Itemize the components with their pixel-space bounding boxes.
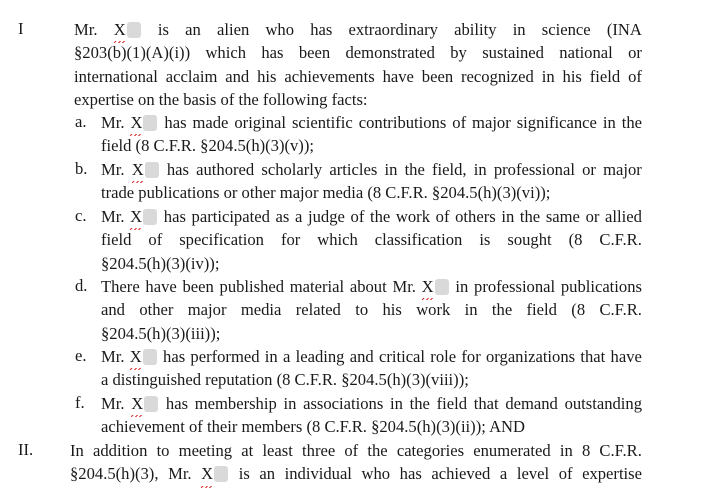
word: related	[295, 300, 341, 320]
word: been	[421, 66, 454, 86]
word: performed	[190, 347, 260, 366]
word: demonstrated	[345, 43, 435, 63]
word: leading	[295, 347, 345, 366]
word: in	[541, 66, 555, 86]
redacted-name: X	[130, 205, 158, 228]
word: is	[479, 230, 491, 250]
word: critical	[378, 347, 426, 366]
word: has	[261, 43, 284, 63]
word: There	[101, 277, 140, 296]
word: or	[582, 160, 596, 179]
text-line	[101, 228, 642, 251]
text-line	[70, 439, 642, 462]
word: a	[499, 464, 508, 484]
redacted-name: X	[201, 462, 229, 485]
word: in	[384, 160, 398, 179]
word: of	[435, 207, 450, 226]
word: the	[369, 207, 391, 226]
word: made	[192, 113, 229, 132]
word: organizations	[486, 347, 576, 366]
text-line	[101, 111, 642, 134]
word: is	[238, 464, 250, 484]
word: his	[382, 300, 402, 320]
word: has	[310, 20, 333, 39]
word: field	[436, 394, 468, 413]
word: is	[157, 20, 169, 39]
item-text	[101, 205, 642, 275]
word: C.F.R.	[599, 300, 642, 320]
word: role	[430, 347, 457, 366]
word: the	[409, 394, 430, 413]
redacted-name: X	[422, 275, 450, 298]
word: a	[282, 347, 291, 366]
redacted-name: X	[130, 345, 158, 368]
text-line: expertise on the basis of the following facts:	[74, 89, 368, 109]
word: by	[450, 43, 467, 63]
word: for	[280, 230, 301, 250]
word: work	[395, 207, 431, 226]
word: Mr.	[101, 160, 125, 179]
word: C.F.R.	[599, 441, 642, 460]
redaction-block	[127, 22, 141, 38]
word: other	[139, 300, 174, 320]
item-label: a.	[75, 112, 87, 131]
word: which	[205, 43, 247, 63]
word: the	[519, 207, 541, 226]
word: has	[399, 464, 422, 484]
text-line: §204.5(h)(3)(iv));	[101, 253, 220, 273]
word: field	[101, 230, 132, 250]
text-line: §204.5(h)(3)(iii));	[101, 323, 221, 343]
word: 8	[581, 441, 591, 460]
word: in	[390, 394, 403, 413]
item-label: f.	[75, 393, 85, 412]
word: major	[187, 300, 227, 320]
word: work	[416, 300, 451, 320]
word: has	[163, 207, 186, 226]
word: at	[241, 441, 254, 460]
word: his	[562, 66, 582, 86]
redacted-name: X	[131, 392, 159, 415]
word: Mr.	[392, 277, 416, 296]
word: §204.5(h)(3),	[70, 464, 159, 484]
word: been	[298, 43, 331, 63]
word: to	[156, 441, 170, 460]
word: and	[349, 347, 374, 366]
word: judge	[308, 207, 345, 226]
redacted-name: X	[114, 18, 142, 41]
text-line	[101, 298, 642, 321]
word: significance	[516, 113, 597, 132]
word: in	[264, 347, 278, 366]
word: publications	[560, 277, 642, 296]
word: major	[472, 113, 511, 132]
word: has	[165, 394, 189, 413]
text-line	[101, 275, 642, 298]
word: have	[145, 277, 177, 296]
word: addition	[93, 441, 148, 460]
word: achieved	[431, 464, 491, 484]
word: of	[344, 441, 359, 460]
word: international	[74, 66, 158, 86]
word: for	[461, 347, 481, 366]
word: have	[382, 66, 414, 86]
word: extraordinary	[348, 20, 438, 39]
word: in	[559, 441, 573, 460]
word: articles	[329, 160, 378, 179]
text-line	[70, 462, 642, 485]
word: major	[603, 160, 642, 179]
word: that	[473, 394, 499, 413]
word: (8	[568, 230, 583, 250]
text-line: a distinguished reputation (8 C.F.R. §204.5(h)(3)(viii));	[101, 370, 469, 390]
word: (8	[571, 300, 586, 320]
item-label: e.	[75, 346, 87, 365]
word: of	[148, 230, 163, 250]
text-line	[74, 18, 642, 41]
word: allied	[605, 207, 642, 226]
word: an	[185, 20, 201, 39]
word: has	[163, 347, 186, 366]
word: sustained	[482, 43, 544, 63]
redaction-block	[143, 115, 157, 131]
word: professional	[474, 277, 556, 296]
word: of	[350, 207, 365, 226]
word: classification	[374, 230, 463, 250]
word: alien	[217, 20, 250, 39]
word: material	[289, 277, 345, 296]
word: C.F.R.	[599, 230, 642, 250]
item-label: c.	[75, 206, 87, 225]
word: professional	[493, 160, 575, 179]
word: or	[585, 207, 600, 226]
word: Mr.	[101, 347, 125, 366]
text-line	[101, 158, 642, 181]
word: and	[101, 300, 125, 320]
word: national	[559, 43, 613, 63]
word: Mr.	[101, 207, 125, 226]
word: the	[491, 300, 513, 320]
word: acclaim	[165, 66, 218, 86]
section-number-i: I	[18, 19, 24, 38]
item-text	[101, 345, 642, 392]
word: field,	[432, 160, 467, 179]
word: to	[355, 300, 369, 320]
word: has	[164, 113, 187, 132]
word: of	[628, 66, 642, 86]
word: a	[294, 207, 303, 226]
word: Mr.	[168, 464, 192, 484]
word: about	[349, 277, 387, 296]
item-text	[101, 158, 642, 205]
word: individual	[284, 464, 352, 484]
item-text	[101, 392, 642, 439]
word: that	[580, 347, 606, 366]
word: specification	[179, 230, 264, 250]
text-line	[101, 345, 642, 368]
word: as	[275, 207, 290, 226]
word: Mr.	[101, 113, 125, 132]
word: membership	[194, 394, 277, 413]
item-text	[101, 275, 642, 345]
section-ii-paragraph	[70, 439, 642, 486]
redaction-block	[145, 162, 159, 178]
word: In	[70, 441, 84, 460]
word: Mr.	[101, 394, 125, 413]
word: least	[262, 441, 293, 460]
redaction-block	[214, 466, 228, 482]
word: in	[283, 394, 297, 413]
word: of	[452, 113, 467, 132]
redacted-name: X	[132, 158, 160, 181]
word: original	[234, 113, 286, 132]
text-line: field (8 C.F.R. §204.5(h)(3)(v));	[101, 136, 314, 156]
word: in	[512, 20, 526, 39]
text-line	[74, 41, 642, 64]
word: sought	[507, 230, 552, 250]
word: §203(b)(1)(A)(i))	[74, 43, 191, 63]
redacted-name: X	[130, 111, 158, 134]
word: scientific	[291, 113, 353, 132]
word: or	[628, 43, 642, 63]
word: outstanding	[564, 394, 642, 413]
redaction-block	[143, 349, 157, 365]
text-line	[101, 205, 642, 228]
word: associations	[303, 394, 384, 413]
word: media	[240, 300, 282, 320]
redaction-block	[435, 279, 449, 295]
item-label: b.	[75, 159, 88, 178]
word: who	[361, 464, 391, 484]
text-line: achievement of their members (8 C.F.R. §204.5(h)(3)(ii)); AND	[101, 417, 526, 437]
word: contributions	[358, 113, 447, 132]
word: achievements	[284, 66, 375, 86]
word: field	[589, 66, 621, 86]
word: meeting	[178, 441, 233, 460]
word: in	[455, 277, 469, 296]
word: authored	[196, 160, 255, 179]
word: (INA	[606, 20, 642, 39]
text-line	[101, 392, 642, 415]
word: in	[464, 300, 478, 320]
word: categories	[396, 441, 465, 460]
word: in	[473, 160, 487, 179]
word: Mr.	[74, 20, 98, 39]
word: and	[225, 66, 250, 86]
word: which	[317, 230, 358, 250]
word: the	[621, 113, 642, 132]
word: three	[302, 441, 336, 460]
word: the	[367, 441, 388, 460]
item-label: d.	[75, 276, 88, 295]
word: who	[265, 20, 295, 39]
word: participated	[191, 207, 270, 226]
word: published	[219, 277, 285, 296]
word: been	[182, 277, 214, 296]
word: same	[545, 207, 580, 226]
word: science	[541, 20, 591, 39]
section-i-paragraph	[74, 18, 642, 111]
section-number-ii: II.	[18, 440, 34, 459]
word: his	[257, 66, 277, 86]
word: recognized	[461, 66, 534, 86]
word: others	[455, 207, 496, 226]
redaction-block	[144, 396, 158, 412]
word: demand	[505, 394, 558, 413]
item-text	[101, 111, 642, 158]
word: in	[602, 113, 616, 132]
redaction-block	[143, 209, 157, 225]
word: of	[558, 464, 573, 484]
word: ability	[454, 20, 497, 39]
word: an	[259, 464, 276, 484]
text-line	[74, 65, 642, 88]
word: the	[404, 160, 425, 179]
word: field	[526, 300, 557, 320]
word: enumerated	[473, 441, 551, 460]
word: have	[610, 347, 642, 366]
word: level	[516, 464, 550, 484]
word: scholarly	[261, 160, 323, 179]
word: in	[501, 207, 515, 226]
word: expertise	[582, 464, 642, 484]
text-line: trade publications or other major media (8 C.F.R. §204.5(h)(3)(vi));	[101, 183, 551, 203]
word: has	[166, 160, 189, 179]
